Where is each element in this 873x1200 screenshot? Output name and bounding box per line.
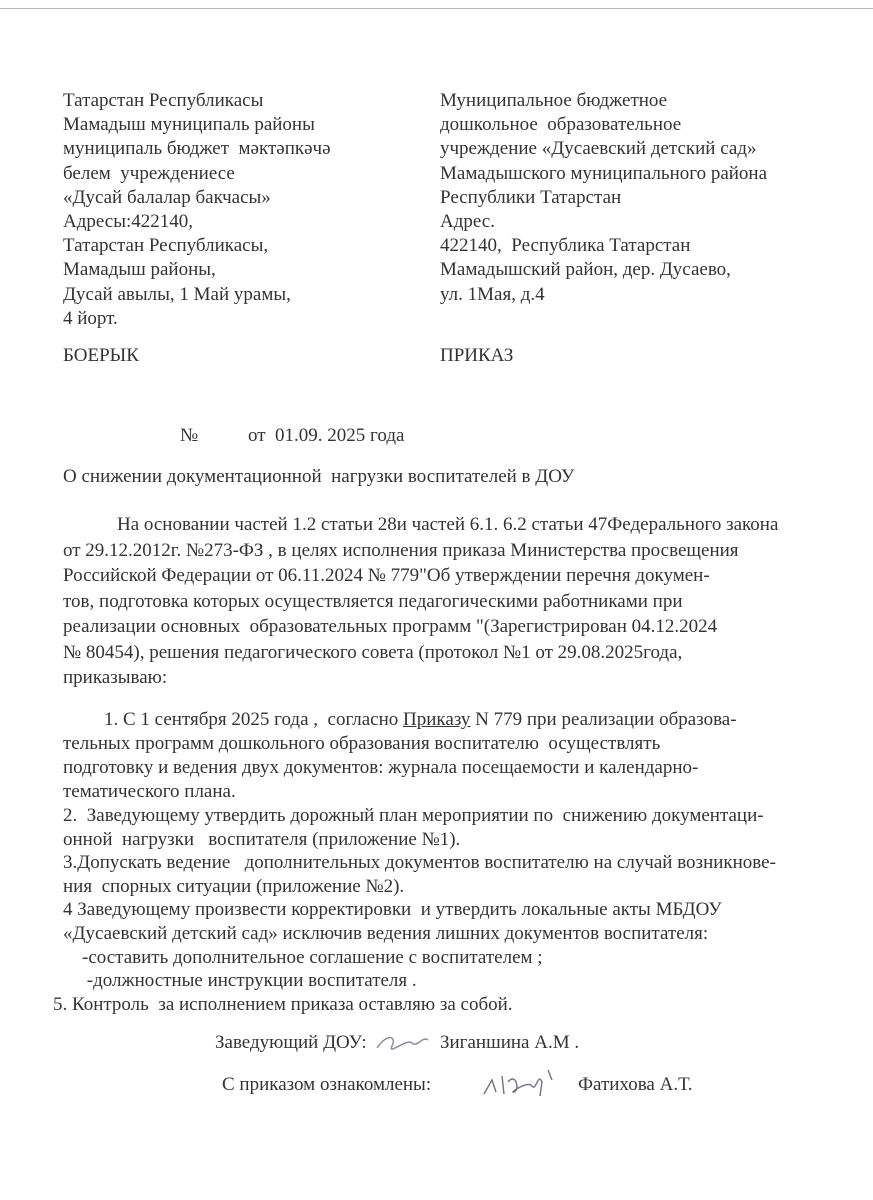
text-line: Мамадышского муниципального района <box>440 162 768 184</box>
head-signature-name: Зиганшина А.М . <box>440 1032 580 1053</box>
text-line: -должностные инструкции воспитателя . <box>63 970 417 992</box>
text-line: 2. Заведующему утвердить дорожный план мероприятии по снижению документаци- <box>63 805 764 826</box>
text-line: тематического плана. <box>63 781 236 802</box>
order-date: от 01.09. 2025 года <box>248 425 405 446</box>
text-line: тельных программ дошкольного образования воспитателю осуществлять <box>63 733 661 754</box>
order-number-label: № <box>180 425 199 446</box>
text-line: учреждение «Дусаевский детский сад» <box>440 138 757 160</box>
item-1-text: 1. С 1 сентября 2025 года , согласно <box>104 709 404 730</box>
text-line: «Дусай балалар бакчасы» <box>63 186 271 208</box>
text-line: Адрес. <box>440 211 495 232</box>
text-line: от 29.12.2012г. №273-ФЗ , в целях исполнения приказа Министерства просвещения <box>63 539 739 561</box>
head-signature-scribble <box>372 1028 432 1058</box>
text-line: «Дусаевский детский сад» исключив ведения лишних документов воспитателя: <box>63 923 709 944</box>
text-line: -составить дополнительное соглашение с воспитателем ; <box>63 946 543 968</box>
text-line: Мамадыш районы, <box>63 259 216 281</box>
text-line: № 80454), решения педагогического совета (протокол №1 от 29.08.2025года, <box>63 641 683 663</box>
text-line: тов, подготовка которых осуществляется педагогическими работниками при <box>63 590 683 612</box>
text-line: онной нагрузки воспитателя (приложение №1). <box>63 828 461 850</box>
text-line: реализации основных образовательных программ "(Зарегистрирован 04.12.2024 <box>63 616 718 637</box>
text-line: Республики Татарстан <box>440 186 622 208</box>
text-line: Дусай авылы, 1 Май урамы, <box>63 283 291 305</box>
text-line: 3.Допускать ведение дополнительных документов воспитателю на случай возникнове- <box>63 852 776 874</box>
text-line: Российской Федерации от 06.11.2024 № 779"Об утверждении перечня докумен- <box>63 565 710 586</box>
head-signature-label: Заведующий ДОУ: <box>215 1032 367 1053</box>
doc-type-tatar: БОЕРЫК <box>63 345 139 366</box>
text-line: муниципаль бюджет мәктәпкәчә <box>63 138 331 160</box>
text-line: Татарстан Республикасы <box>63 90 264 111</box>
text-line: ния спорных ситуации (приложение №2). <box>63 875 405 897</box>
text-line: дошкольное образовательное <box>440 114 682 136</box>
text-line: Татарстан Республикасы, <box>63 235 269 257</box>
scan-edge-line <box>0 8 873 9</box>
text-line: На основании частей 1.2 статьи 28и частей 6.1. 6.2 статьи 47Федерального закона <box>117 514 779 535</box>
order-link[interactable]: Приказу <box>403 709 471 730</box>
text-line: Адресы:422140, <box>63 211 194 232</box>
text-line: 4 Заведующему произвести корректировки и утвердить локальные акты МБДОУ <box>63 899 722 921</box>
text-line: 4 йорт. <box>63 307 118 329</box>
item-1-first-line <box>104 709 737 731</box>
text-line: белем учреждениесе <box>63 162 235 184</box>
item-1-text-cont: N 779 при реализации образова- <box>470 709 737 730</box>
order-subject: О снижении документационной нагрузки воспитателей в ДОУ <box>63 466 575 487</box>
text-line: подготовку и ведения двух документов: журнала посещаемости и календарно- <box>63 757 699 778</box>
ack-label: С приказом ознакомлены: <box>222 1074 432 1095</box>
ack-signature-scribble <box>480 1062 560 1102</box>
ack-name: Фатихова А.Т. <box>578 1074 693 1095</box>
doc-type-russian: ПРИКАЗ <box>440 345 514 366</box>
text-line: Мамадышский район, дер. Дусаево, <box>440 259 731 281</box>
text-line: 422140, Республика Татарстан <box>440 235 691 257</box>
text-line: приказываю: <box>63 667 168 688</box>
text-line: Муниципальное бюджетное <box>440 90 668 111</box>
text-line: 5. Контроль за исполнением приказа оставляю за собой. <box>53 993 513 1015</box>
text-line: Мамадыш муниципаль районы <box>63 114 315 136</box>
text-line: ул. 1Мая, д.4 <box>440 283 545 305</box>
